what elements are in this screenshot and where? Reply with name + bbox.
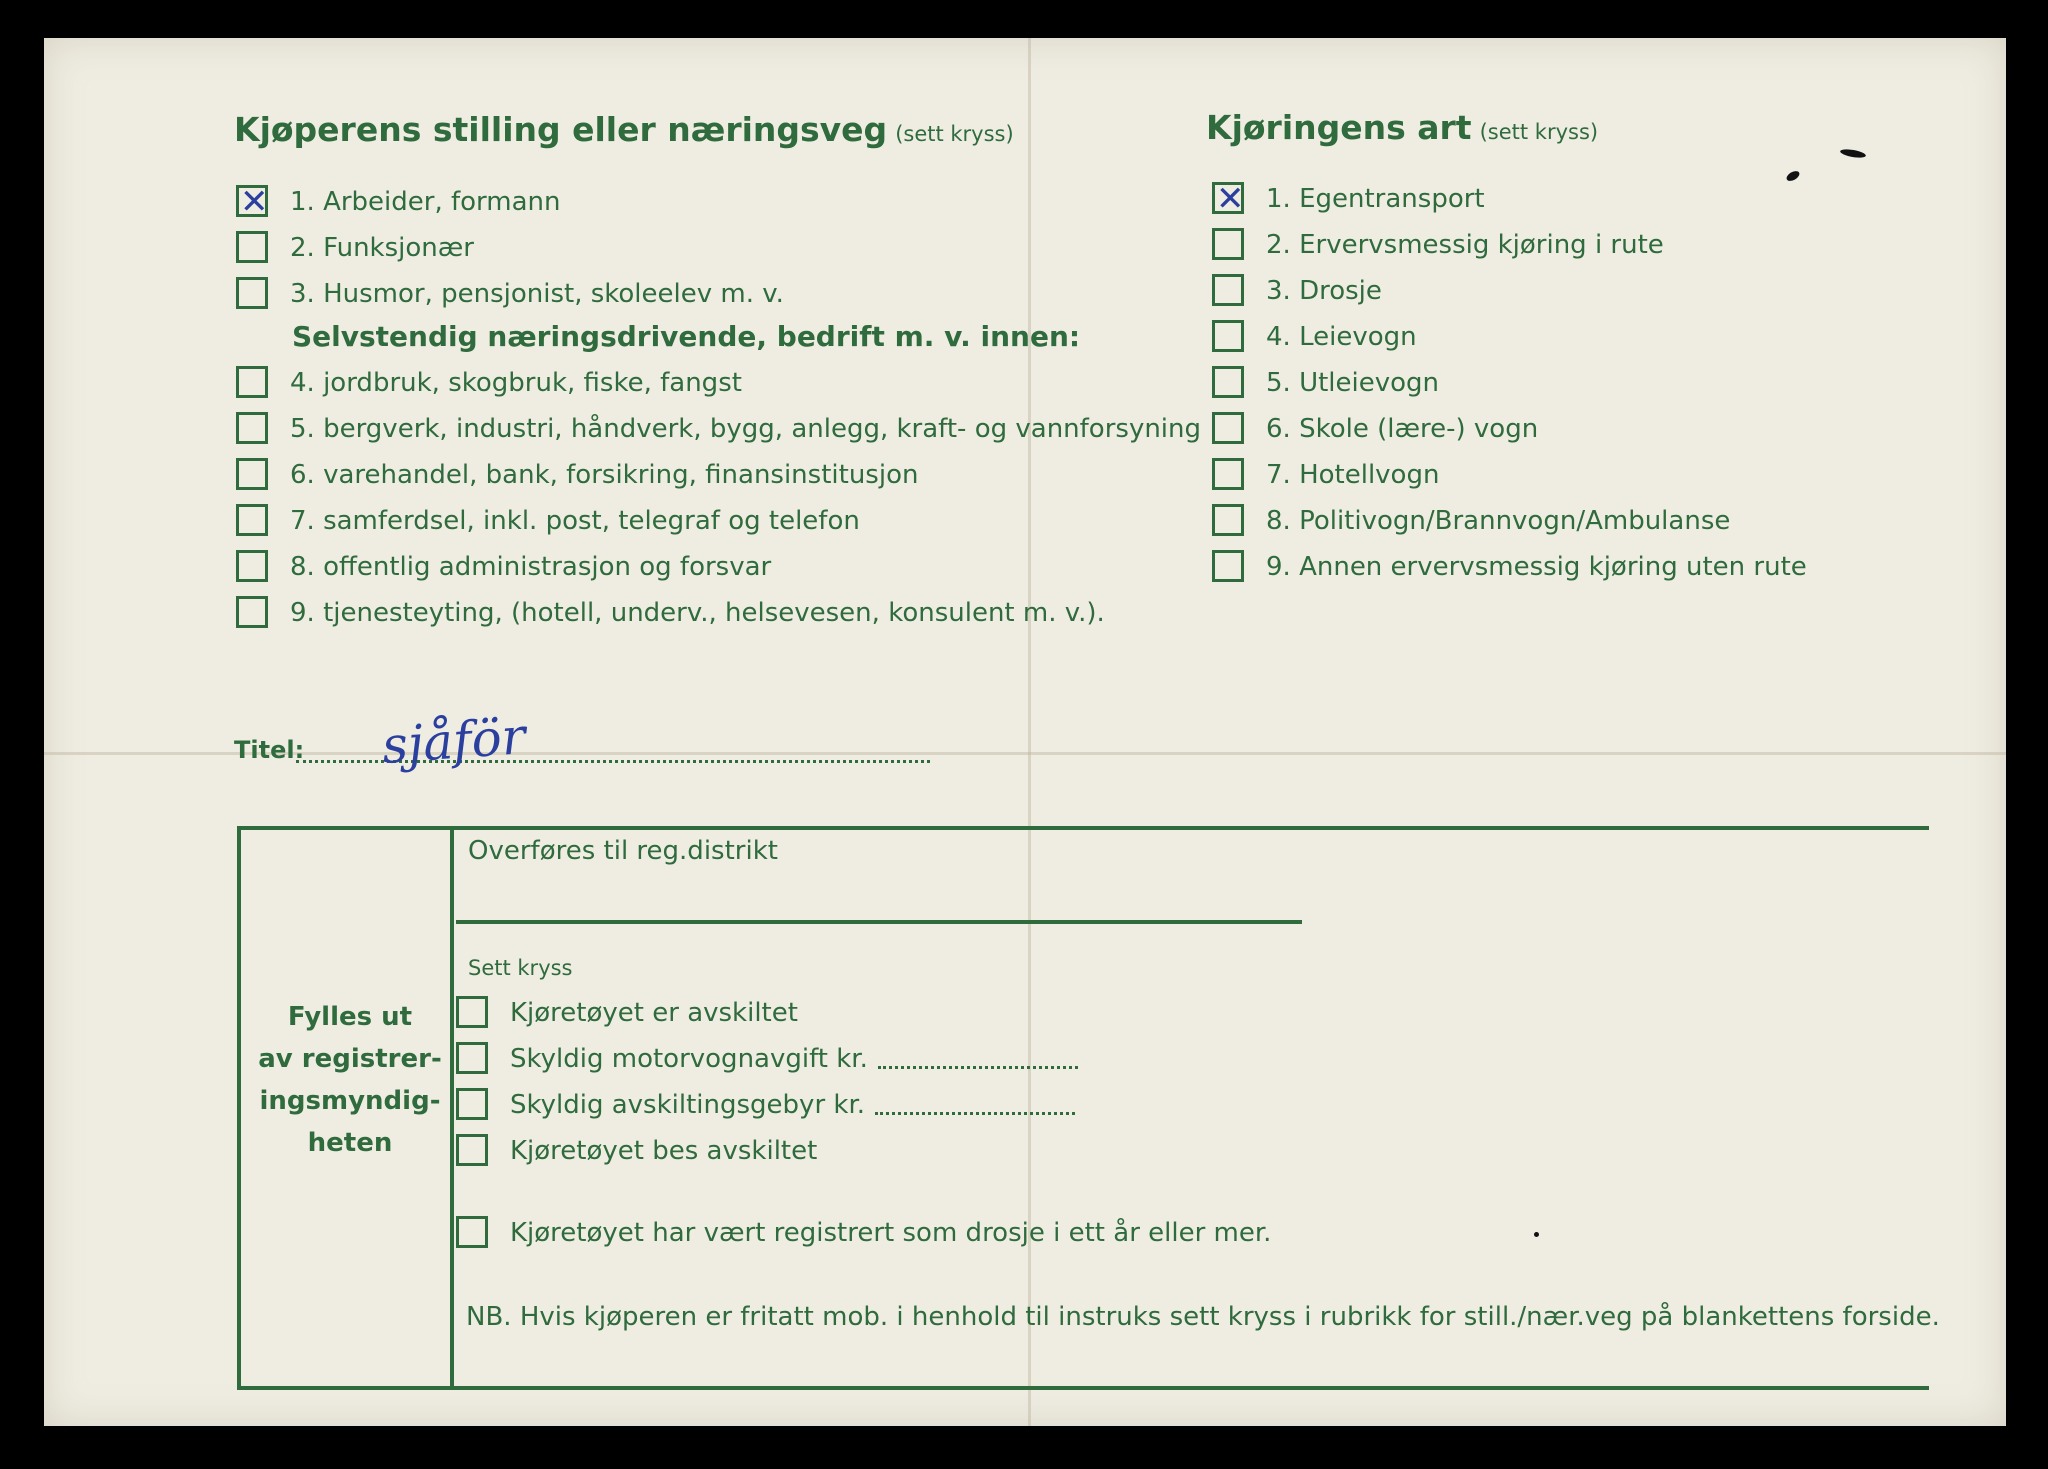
- left-note-line: heten: [307, 1128, 393, 1158]
- driving-option-label: 2. Ervervsmessig kjøring i rute: [1266, 230, 1664, 260]
- buyer-sector-option-label: 5. bergverk, industri, håndverk, bygg, anlegg, kraft- og vannforsyning: [290, 414, 1202, 444]
- driving-option-checkbox[interactable]: [1212, 458, 1244, 490]
- driving-option-checkbox[interactable]: [1212, 412, 1244, 444]
- registry-option-label: Kjøretøyet er avskiltet: [510, 998, 798, 1028]
- registry-option-label: Kjøretøyet bes avskiltet: [510, 1136, 818, 1166]
- sett-kryss-label: Sett kryss: [468, 956, 573, 980]
- buyer-sector-option-checkbox[interactable]: [236, 412, 268, 444]
- titel-label: Titel:: [234, 736, 305, 764]
- buyer-option-label: 3. Husmor, pensjonist, skoleelev m. v.: [290, 279, 784, 309]
- driving-option-label: 9. Annen ervervsmessig kjøring uten rute: [1266, 552, 1807, 582]
- registry-option-checkbox[interactable]: [456, 1088, 488, 1120]
- driving-hint: (sett kryss): [1479, 120, 1599, 144]
- buyer-sector-option-label: 9. tjenesteyting, (hotell, underv., helsevesen, konsulent m. v.).: [290, 598, 1105, 628]
- buyer-option-checkbox[interactable]: [236, 277, 268, 309]
- drosje-checkbox[interactable]: [456, 1216, 488, 1248]
- transfer-input-line[interactable]: [456, 920, 1302, 924]
- buyer-option-checkbox[interactable]: [236, 231, 268, 263]
- ink-speck: [1534, 1232, 1539, 1237]
- drosje-label: Kjøretøyet har vært registrert som drosje i ett år eller mer.: [510, 1218, 1272, 1248]
- transfer-label: Overføres til reg.distrikt: [468, 836, 778, 866]
- buyer-sector-option-label: 8. offentlig administrasjon og forsvar: [290, 552, 772, 582]
- driving-option-checkbox[interactable]: [1212, 320, 1244, 352]
- titel-handwritten-value[interactable]: sjåför: [380, 707, 528, 775]
- driving-option-label: 3. Drosje: [1266, 276, 1382, 306]
- driving-section-title: [1206, 108, 1598, 147]
- driving-option-label: 1. Egentransport: [1266, 184, 1485, 214]
- driving-option-checkbox[interactable]: [1212, 182, 1244, 214]
- registry-option-dotted-field[interactable]: [875, 1112, 1075, 1115]
- buyer-hint: (sett kryss): [895, 122, 1014, 146]
- driving-option-checkbox[interactable]: [1212, 366, 1244, 398]
- buyer-sector-option-label: 7. samferdsel, inkl. post, telegraf og telefon: [290, 506, 860, 536]
- buyer-sector-option-checkbox[interactable]: [236, 366, 268, 398]
- driving-option-label: 7. Hotellvogn: [1266, 460, 1440, 490]
- registry-frame-divider: [450, 826, 454, 1390]
- driving-option-label: 4. Leievogn: [1266, 322, 1417, 352]
- buyer-sector-option-label: 6. varehandel, bank, forsikring, finansinstitusjon: [290, 460, 919, 490]
- buyer-sector-option-checkbox[interactable]: [236, 596, 268, 628]
- driving-option-label: 6. Skole (lære-) vogn: [1266, 414, 1539, 444]
- registry-option-checkbox[interactable]: [456, 1134, 488, 1166]
- buyer-section-title: [234, 110, 1014, 149]
- fold-line-horizontal: [44, 752, 2006, 755]
- driving-option-label: 8. Politivogn/Brannvogn/Ambulanse: [1266, 506, 1731, 536]
- buyer-sector-option-label: 4. jordbruk, skogbruk, fiske, fangst: [290, 368, 742, 398]
- left-note-line: Fylles ut: [287, 1002, 413, 1032]
- registry-option-checkbox[interactable]: [456, 996, 488, 1028]
- buyer-option-label: 1. Arbeider, formann: [290, 187, 561, 217]
- driving-title-text: Kjøringens art: [1206, 108, 1472, 147]
- buyer-sector-option-checkbox[interactable]: [236, 504, 268, 536]
- buyer-sector-option-checkbox[interactable]: [236, 550, 268, 582]
- buyer-option-label: 2. Funksjonær: [290, 233, 474, 263]
- nb-note: NB. Hvis kjøperen er fritatt mob. i henhold til instruks sett kryss i rubrikk for still./nær.veg på blankettens forside.: [466, 1302, 1940, 1332]
- driving-option-checkbox[interactable]: [1212, 228, 1244, 260]
- driving-option-checkbox[interactable]: [1212, 550, 1244, 582]
- registry-left-note: [250, 996, 450, 1164]
- buyer-option-checkbox[interactable]: [236, 185, 268, 217]
- buyer-subheading: Selvstendig næringsdrivende, bedrift m. v. innen:: [292, 320, 1081, 353]
- registry-option-dotted-field[interactable]: [878, 1066, 1078, 1069]
- registry-option-label: Skyldig motorvognavgift kr.: [510, 1044, 868, 1074]
- registry-option-checkbox[interactable]: [456, 1042, 488, 1074]
- driving-option-label: 5. Utleievogn: [1266, 368, 1440, 398]
- registry-option-label: Skyldig avskiltingsgebyr kr.: [510, 1090, 866, 1120]
- left-note-line: av registrer-: [258, 1044, 442, 1074]
- left-note-line: ingsmyndig-: [259, 1086, 441, 1116]
- buyer-title-text: Kjøperens stilling eller næringsveg: [234, 110, 888, 149]
- driving-option-checkbox[interactable]: [1212, 274, 1244, 306]
- driving-option-checkbox[interactable]: [1212, 504, 1244, 536]
- buyer-sector-option-checkbox[interactable]: [236, 458, 268, 490]
